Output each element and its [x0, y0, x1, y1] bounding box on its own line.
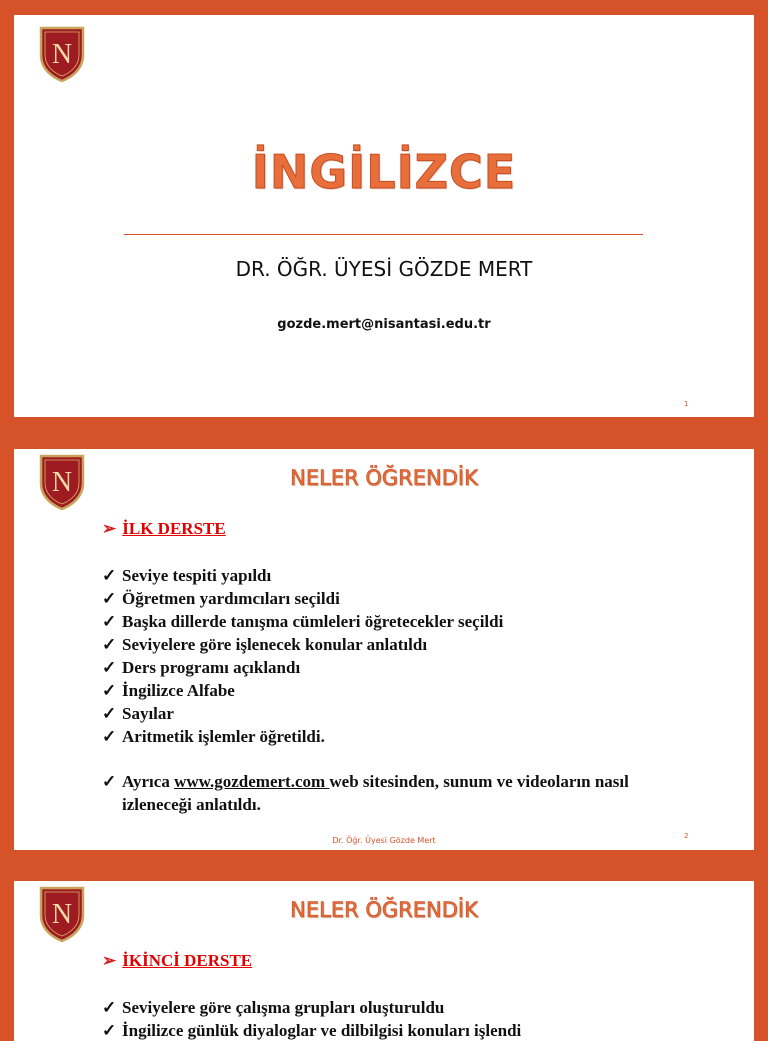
svg-text:N: N: [51, 467, 73, 498]
list-item: ✓ Seviyelere göre işlenecek konular anlatıldı: [102, 635, 428, 654]
slide-2: [14, 449, 754, 850]
list-item: ✓ Ders programı açıklandı: [102, 658, 301, 677]
slide-footer: Dr. Öğr. Üyesi Gözde Mert: [332, 836, 436, 845]
slide-3: [14, 881, 754, 1041]
author-name: DR. ÖĞR. ÜYESİ GÖZDE MERT: [235, 257, 533, 281]
slide-title: NELER ÖĞRENDİK: [290, 898, 478, 922]
slide-title: İNGİLİZCE: [251, 145, 517, 199]
page-number: 1: [684, 400, 689, 408]
slide-1: [14, 15, 754, 417]
list-item: ✓ Başka dillerde tanışma cümleleri öğretecekler seçildi: [102, 612, 504, 631]
list-item: ✓ Öğretmen yardımcıları seçildi: [102, 589, 340, 608]
arrow-bullet-icon: ➢: [102, 519, 117, 538]
list-item: ✓ İngilizce günlük diyaloglar ve dilbilgisi konuları işlendi: [102, 1021, 522, 1040]
slide-title: NELER ÖĞRENDİK: [290, 466, 478, 490]
svg-text:N: N: [51, 39, 73, 70]
section-heading: ➢ İKİNCİ DERSTE: [102, 951, 253, 970]
list-item: ✓ Sayılar: [102, 704, 174, 723]
check-icon: ✓: [102, 589, 117, 608]
university-shield-logo: [38, 25, 86, 83]
checklist: [102, 564, 503, 748]
list-item: ✓ Seviye tespiti yapıldı: [102, 566, 272, 585]
checklist: [102, 996, 521, 1041]
check-icon: ✓: [102, 681, 117, 700]
check-icon: ✓: [102, 635, 117, 654]
check-icon: ✓: [102, 727, 117, 746]
check-icon: ✓: [102, 658, 117, 677]
list-item: ✓ Seviyelere göre çalışma grupları oluşturuldu: [102, 998, 445, 1017]
title-divider: [124, 234, 643, 235]
list-item: ✓ İngilizce Alfabe: [102, 681, 235, 700]
website-link[interactable]: www.gozdemert.com: [174, 772, 330, 791]
check-icon: ✓: [102, 998, 117, 1017]
svg-text:N: N: [51, 899, 73, 930]
section-heading: ➢ İLK DERSTE: [102, 519, 226, 538]
check-icon: ✓: [102, 704, 117, 723]
check-icon: ✓: [102, 1021, 117, 1040]
arrow-bullet-icon: ➢: [102, 951, 117, 970]
page-number: 2: [684, 832, 689, 840]
author-email: gozde.mert@nisantasi.edu.tr: [277, 317, 491, 332]
check-icon: ✓: [102, 612, 117, 631]
check-icon: ✓: [102, 566, 117, 585]
website-note: ✓ Ayrıca www.gozdemert.com web sitesinden, sunum ve videoların nasıl izleneceği anlatıldı.: [102, 772, 629, 814]
list-item: ✓ Aritmetik işlemler öğretildi.: [102, 727, 325, 746]
check-icon: ✓: [102, 772, 117, 791]
